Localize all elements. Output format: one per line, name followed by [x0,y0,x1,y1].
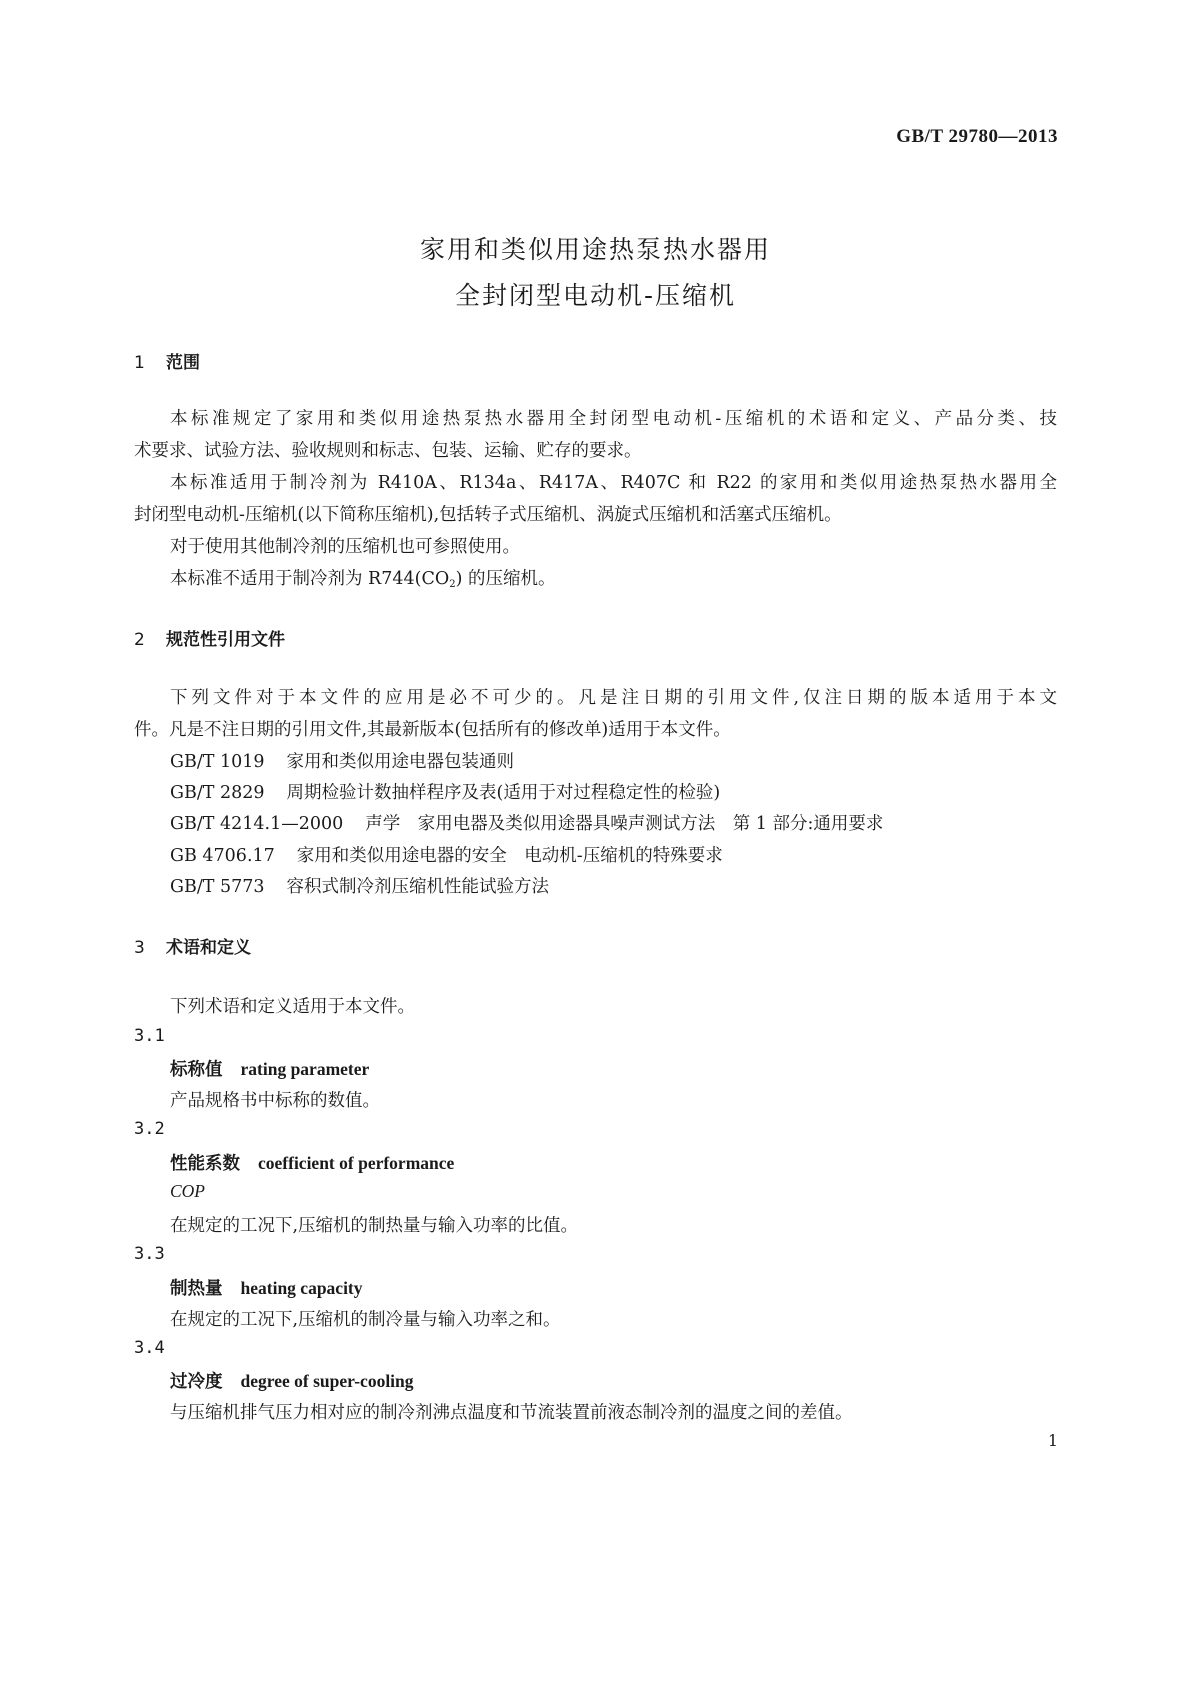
section-1-heading [134,348,200,373]
section-title: 规范性引用文件 [166,630,285,650]
paragraph-line [170,565,555,590]
reference-title: 家用和类似用途电器的安全 电动机-压缩机的特殊要求 [296,846,723,866]
paragraph-line: 术要求、试验方法、验收规则和标志、包装、运输、贮存的要求。 [134,441,642,461]
term-en: rating parameter [240,1059,370,1079]
term-entry [170,1150,454,1175]
paragraph-line: 下列术语和定义适用于本文件。 [170,997,415,1017]
document-title-line1: 家用和类似用途热泵热水器用 [419,235,771,264]
term-zh: 过冷度 [170,1372,223,1392]
term-zh: 制热量 [170,1279,223,1299]
section-title: 术语和定义 [166,938,251,958]
clause-number: 3.2 [134,1119,165,1139]
term-definition: 在规定的工况下,压缩机的制热量与输入功率的比值。 [170,1216,579,1236]
paragraph-line: 本标准规定了家用和类似用途热泵热水器用全封闭型电动机-压缩机的术语和定义、产品分类、技 [170,409,1057,429]
section-number: 2 [134,630,145,650]
reference-code: GB/T 1019 [170,752,265,772]
paragraph-line: 本标准适用于制冷剂为 R410A、R134a、R417A、R407C 和 R22 的家用和类似用途热泵热水器用全 [170,473,1057,493]
reference-code: GB/T 4214.1—2000 [170,814,344,834]
reference-item [170,748,514,773]
reference-title: 声学 家用电器及类似用途器具噪声测试方法 第 1 部分:通用要求 [365,814,884,834]
reference-item [170,779,720,804]
reference-code: GB/T 5773 [170,877,265,897]
term-entry [170,1056,369,1081]
paragraph-line: 对于使用其他制冷剂的压缩机也可参照使用。 [170,537,520,557]
clause-number: 3.4 [134,1338,165,1358]
clause-number: 3.3 [134,1244,165,1264]
standard-code: GB/T 29780—2013 [896,126,1058,147]
document-title-line2: 全封闭型电动机-压缩机 [454,281,737,310]
subscript: 2 [449,579,456,590]
reference-title: 家用和类似用途电器包装通则 [286,752,515,772]
paragraph-line: 封闭型电动机-压缩机(以下简称压缩机),包括转子式压缩机、涡旋式压缩机和活塞式压缩机。 [134,505,842,525]
page-number: 1 [1047,1431,1058,1450]
term-en: coefficient of performance [258,1153,455,1173]
reference-item [170,810,883,835]
reference-code: GB/T 2829 [170,783,265,803]
term-en: heating capacity [240,1278,363,1298]
section-number: 3 [134,938,145,958]
clause-number: 3.1 [134,1026,165,1046]
reference-title: 容积式制冷剂压缩机性能试验方法 [286,877,550,897]
term-definition: 产品规格书中标称的数值。 [170,1091,380,1111]
term-abbreviation: COP [170,1181,205,1201]
section-title: 范围 [166,353,200,373]
section-number: 1 [134,353,145,373]
term-entry [170,1368,414,1393]
section-2-heading [134,625,285,650]
term-zh: 性能系数 [170,1154,240,1174]
paragraph-line: 下列文件对于本文件的应用是必不可少的。凡是注日期的引用文件,仅注日期的版本适用于本文 [170,688,1057,708]
paragraph-line: 件。凡是不注日期的引用文件,其最新版本(包括所有的修改单)适用于本文件。 [134,720,731,740]
reference-item [170,842,723,867]
reference-title: 周期检验计数抽样程序及表(适用于对过程稳定性的检验) [286,783,721,803]
term-definition: 在规定的工况下,压缩机的制冷量与输入功率之和。 [170,1310,561,1330]
text-fragment: ) 的压缩机。 [455,569,556,589]
term-entry [170,1275,363,1300]
term-zh: 标称值 [170,1060,223,1080]
term-definition: 与压缩机排气压力相对应的制冷剂沸点温度和节流装置前液态制冷剂的温度之间的差值。 [170,1403,853,1423]
term-en: degree of super-cooling [240,1371,414,1391]
reference-code: GB 4706.17 [170,846,275,866]
text-fragment: 本标准不适用于制冷剂为 R744(CO [170,569,450,589]
section-3-heading [134,933,251,958]
reference-item [170,873,549,898]
